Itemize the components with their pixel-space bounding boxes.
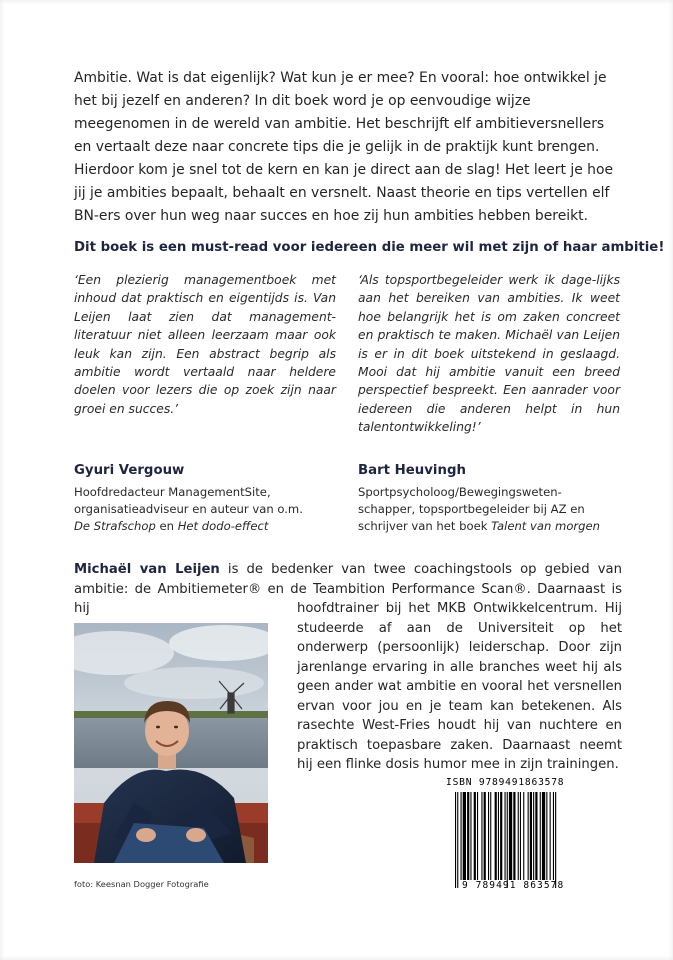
quote-author-left: Gyuri Vergouw [74,463,185,478]
author-role-line: Hoofdredacteur ManagementSite, [74,485,271,499]
barcode-bar [513,792,515,880]
author-role-line: Sportpsycholoog/Bewegingsweten- [358,485,562,499]
barcode-bar [484,792,486,880]
barcode-bar [457,792,458,888]
author-books-line [358,518,620,535]
barcode-bar [461,792,462,880]
quote-left: ‘Een plezierig managementboek met inhoud dat praktisch en eigentijds is. Van Leijen laat zien dat management-literatuur niet alleen leerzaam maar ook leuk kan zijn. Een abstract begrip als ambitie wordt vertaald naar heldere doelen voor lezers die op zoek zijn naar groei en succes.’ [74,273,336,416]
bio-author-name: Michaël van Leijen [74,562,220,577]
barcode-bar [498,792,499,880]
barcode-bar [505,792,506,880]
barcode-bar [546,792,547,880]
barcode-bar [530,792,532,880]
barcode-bar [490,792,491,880]
barcode-bar [540,792,541,880]
author-photo [74,623,268,863]
book-title: Talent van morgen [491,519,601,534]
author-role-left [74,484,354,536]
barcode-bar [488,792,489,880]
barcode-bar [474,792,476,880]
barcode-bar [553,792,554,880]
isbn-label: ISBN 9789491863578 [446,777,565,788]
barcode-bar [495,792,497,880]
barcode-bar [509,792,512,880]
ean-digits: 9 789491 863578 [462,880,565,891]
barcode-bar [470,792,471,880]
book-title: Het dodo-effect [177,519,269,534]
bio-continued: hoofdtrainer bij het MKB Ontwikkelcentrum. Hij studeerde af aan de Universiteit op het onderwerp (persoonlijk) leiderschap. Door zijn jarenlange ervaring in alle branches weet hij als geen ander wat ambitie en vooral het versnellen ervan voor jou en je team kan betekenen. Als rasechte West-Fries houdt hij van nuchtere en praktisch toepasbare zaken. Daarnaast neemt hij een flinke dosis humor mee in zijn trainingen. [297,601,622,772]
isbn-barcode [447,778,603,895]
author-role-line: schapper, topsportbegeleider bij AZ en [358,502,585,517]
author-books-line [74,518,354,535]
author-role-text: schrijver van het boek [358,519,492,534]
barcode-bar [533,792,534,880]
barcode-bar [520,792,521,880]
barcode-bar [550,792,551,880]
barcode-bar [477,792,478,880]
quote-author-right: Bart Heuvingh [358,463,466,478]
barcode-bar [518,792,519,880]
barcode-bar [467,792,469,880]
barcode-bar [500,792,502,880]
books-joiner: en [155,519,178,534]
barcode-bar [481,792,482,880]
author-role-line: organisatieadviseur en auteur van o.m. [74,502,303,517]
photo-caption: foto: Keesnan Dogger Fotografie [74,879,209,889]
bio-intro-text: is de bedenker van twee coachingstools op gebied van ambitie: de Ambitiemeter® en de Teambition Performance Scan®. Daarnaast is hij [74,562,622,616]
quote-right: ‘Als topsportbegeleider werk ik dage-lijks aan het bereiken van ambities. Ik weet hoe belangrijk het is om zaken concreet en praktisch te maken. Michaël van Leijen is er in dit boek uitstekend in geslaagd. Mooi dat hij ambitie vanuit een breed perspectief bespreekt. Een aanrader voor iedereen die anderen helpt in hun talentontwikkeling!’ [358,273,620,435]
book-title: De Strafschop [74,519,156,534]
author-photo-illustration [74,623,268,863]
barcode-bar [523,792,524,880]
author-role-right [358,484,620,536]
barcode-bar [463,792,466,880]
barcode-bar [528,792,529,880]
barcode-bar [542,792,545,880]
barcode-bar [455,792,456,888]
barcode-bar [507,792,508,888]
intro-paragraph: Ambitie. Wat is dat eigenlijk? Wat kun je er mee? En vooral: hoe ontwikkel je het bij jezelf en anderen? In dit boek word je op eenvoudige wijze meegenomen in de wereld van ambitie. Het beschrijft elf ambitieversnellers en vertaalt deze naar concrete tips die je gelijk in de praktijk kunt brengen. Hierdoor kom je snel tot de kern en kan je direct aan de slag! Het leert je hoe jij je ambities bepaalt, behaalt en versnelt. Naast theorie en tips vertellen elf BN-ers over hun weg naar succes en hoe zij hun ambities hebben bereikt. [74,70,614,224]
tagline: Dit boek is een must-read voor iedereen die meer wil met zijn of haar ambitie! [74,240,665,255]
barcode-bars [447,778,603,895]
barcode-bar [535,792,537,880]
barcode-bar [555,792,556,888]
